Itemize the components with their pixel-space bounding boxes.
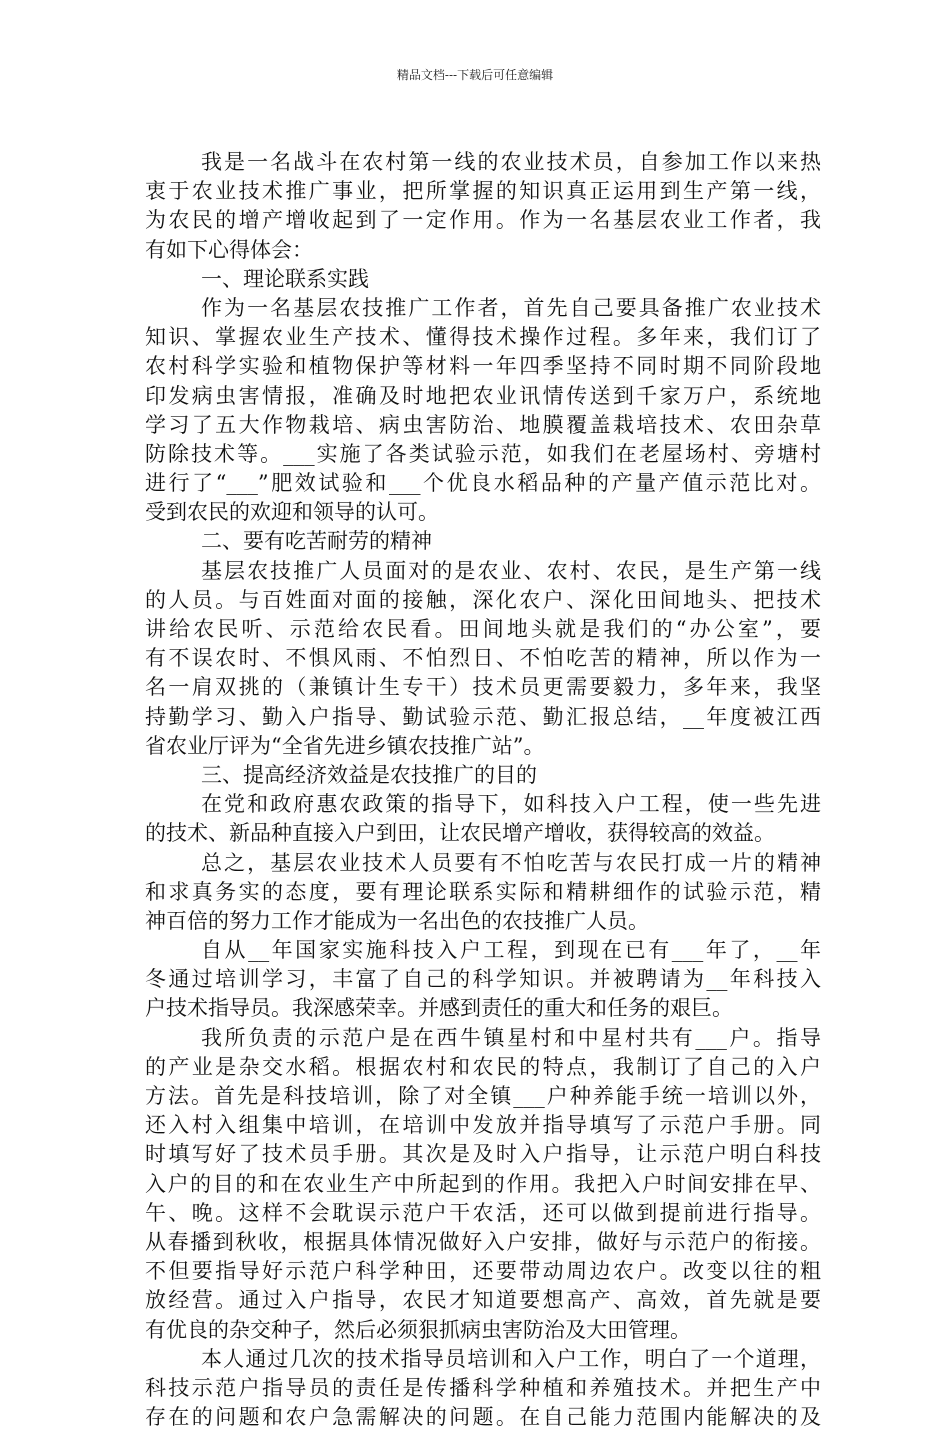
text-line: 基层农技推广人员面对的是农业、农村、农民，是生产第一线 [201,558,821,583]
text-line: 受到农民的欢迎和领导的认可。 [145,500,439,525]
text-line: 防除技术等。___实施了各类试验示范，如我们在老屋场村、旁塘村 [145,441,821,466]
text-line: 方法。首先是科技培训，除了对全镇___户种养能手统一培训以外， [145,1084,821,1108]
text-line: 学习了五大作物栽培、病虫害防治、地膜覆盖栽培技术、农田杂草 [145,412,821,437]
text-line: 我是一名战斗在农村第一线的农业技术员，自参加工作以来热 [201,150,821,174]
text-line: 科技示范户指导员的责任是传播科学种植和养殖技术。并把生产中 [145,1375,821,1400]
text-line: 为农民的增产增收起到了一定作用。作为一名基层农业工作者，我 [145,208,821,233]
text-line: 有如下心得体会： [145,237,313,262]
text-line: 印发病虫害情报，准确及时地把农业讯情传送到千家万户，系统地 [145,383,821,408]
text-line: 的产业是杂交水稻。根据农村和农民的特点，我制订了自己的入户 [145,1054,821,1079]
text-line: 二、要有吃苦耐劳的精神 [201,529,432,554]
text-line: 冬通过培训学习，丰富了自己的科学知识。并被聘请为__年科技入 [145,967,821,992]
text-line: 的人员。与百姓面对面的接触，深化农户、深化田间地头、把技术 [145,587,821,612]
text-line: 不但要指导好示范户科学种田，还要带动周边农户。改变以往的粗 [145,1259,821,1284]
text-line: 在党和政府惠农政策的指导下，如科技入户工程，使一些先进 [201,792,821,817]
text-line: 农村科学实验和植物保护等材料一年四季坚持不同时期不同阶段地 [145,354,821,379]
text-line: 时填写好了技术员手册。其次是及时入户指导，让示范户明白科技 [145,1142,821,1167]
text-line: 持勤学习、勤入户指导、勤试验示范、勤汇报总结，__年度被江西 [145,704,821,729]
text-line: 本人通过几次的技术指导员培训和入户工作，明白了一个道理， [201,1346,821,1371]
text-line: 和求真务实的态度，要有理论联系实际和精耕细作的试验示范，精 [145,879,821,904]
text-line: 名一肩双挑的（兼镇计生专干）技术员更需要毅力，多年来，我坚 [145,675,821,700]
text-line: 神百倍的努力工作才能成为一名出色的农技推广人员。 [145,908,649,933]
text-line: 还入村入组集中培训，在培训中发放并指导填写了示范户手册。同 [145,1113,821,1138]
text-line: 有优良的杂交种子，然后必须狠抓病虫害防治及大田管理。 [145,1317,691,1342]
text-line: 我所负责的示范户是在西牛镇星村和中星村共有___户。指导 [201,1025,821,1050]
text-line: 三、提高经济效益是农技推广的目的 [201,762,537,787]
text-line: 作为一名基层农技推广工作者，首先自己要具备推广农业技术 [201,295,821,320]
text-line: 存在的问题和农户急需解决的问题。在自己能力范围内能解决的及 [145,1405,821,1430]
text-line: 省农业厅评为“全省先进乡镇农技推广站”。 [145,733,545,758]
text-line: 知识、掌握农业生产技术、懂得技术操作过程。多年来，我们订了 [145,325,821,350]
text-line: 总之，基层农业技术人员要有不怕吃苦与农民打成一片的精神 [201,850,821,875]
text-line: 户技术指导员。我深感荣幸。并感到责任的重大和任务的艰巨。 [145,996,733,1021]
text-line: 自从__年国家实施科技入户工程，到现在已有___年了，__年 [201,938,821,963]
text-line: 从春播到秋收，根据具体情况做好入户安排，做好与示范户的衔接。 [145,1229,821,1254]
text-line: 入户的目的和在农业生产中所起到的作用。我把入户时间安排在早、 [145,1171,821,1196]
text-line: 的技术、新品种直接入户到田，让农民增产增收，获得较高的效益。 [145,821,775,846]
text-line: 讲给农民听、示范给农民看。田间地头就是我们的“办公室”，要 [145,617,821,641]
text-line: 午、晚。这样不会耽误示范户干农活，还可以做到提前进行指导。 [145,1200,821,1225]
text-line: 有不误农时、不惧风雨、不怕烈日、不怕吃苦的精神，所以作为一 [145,646,821,671]
document-body [145,148,821,1432]
page-header: 精品文档---下载后可任意编辑 [396,68,554,82]
text-line: 衷于农业技术推广事业，把所掌握的知识真正运用到生产第一线， [145,179,821,204]
text-line: 进行了“___”肥效试验和___个优良水稻品种的产量产值示范比对。 [145,471,821,496]
text-line: 放经营。通过入户指导，农民才知道要想高产、高效，首先就是要 [145,1288,821,1313]
text-line: 一、理论联系实践 [201,266,369,291]
